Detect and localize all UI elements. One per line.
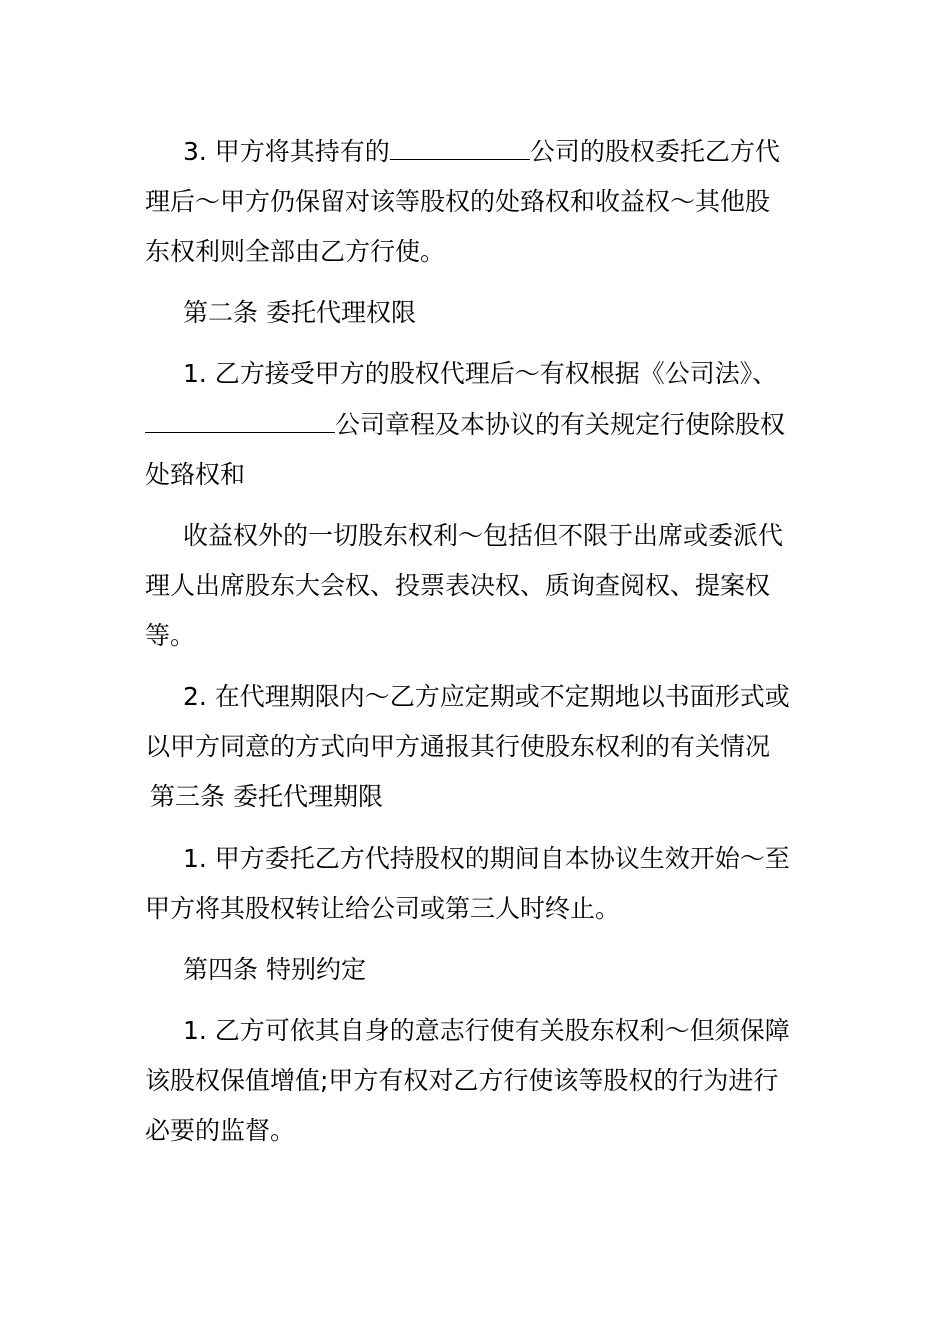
article-2-clause-2-line-2: 以甲方同意的方式向甲方通报其行使股东权利的有关情况 (145, 732, 771, 761)
clause-3-line-3: 东权利则全部由乙方行使。 (145, 237, 446, 266)
article-3-clause-1-line-2: 甲方将其股权转让给公司或第三人时终止。 (145, 894, 621, 923)
article-4-clause-1-line-1: 1. 乙方可依其自身的意志行使有关股东权利～但须保障 (183, 1016, 790, 1045)
article-2-clause-1-text: 公司章程及本协议的有关规定行使除股权 (335, 410, 786, 439)
article-2-clause-2-line-1: 2. 在代理期限内～乙方应定期或不定期地以书面形式或 (183, 682, 790, 711)
article-3-clause-1-line-1: 1. 甲方委托乙方代持股权的期间自本协议生效开始～至 (183, 844, 790, 873)
clause-3-line-2: 理后～甲方仍保留对该等股权的处臵权和收益权～其他股 (145, 187, 771, 216)
article-4-clause-1-line-3: 必要的监督。 (145, 1116, 296, 1145)
clause-3-text-b: 公司的股权委托乙方代 (529, 137, 780, 166)
company-name-blank[interactable] (390, 135, 530, 160)
company-charter-blank[interactable] (145, 408, 335, 433)
article-4-heading: 第四条 特别约定 (183, 955, 366, 984)
rights-line-2: 理人出席股东大会权、投票表决权、质询查阅权、提案权 (145, 571, 771, 600)
article-2-clause-1-line-2 (145, 408, 810, 442)
article-4-clause-1-line-2: 该股权保值增值;甲方有权对乙方行使该等股权的行为进行 (145, 1066, 779, 1095)
rights-line-3: 等。 (145, 621, 196, 650)
article-2-clause-1-line-1: 1. 乙方接受甲方的股权代理后～有权根据《公司法》、 (183, 359, 778, 388)
article-2-clause-1-line-3: 处臵权和 (145, 460, 246, 489)
article-2-heading: 第二条 委托代理权限 (183, 298, 416, 327)
clause-3-text-a: 3. 甲方将其持有的 (183, 137, 390, 166)
rights-line-1: 收益权外的一切股东权利～包括但不限于出席或委派代 (183, 521, 784, 550)
clause-3-line-1 (183, 135, 848, 169)
article-3-heading: 第三条 委托代理期限 (150, 782, 383, 811)
